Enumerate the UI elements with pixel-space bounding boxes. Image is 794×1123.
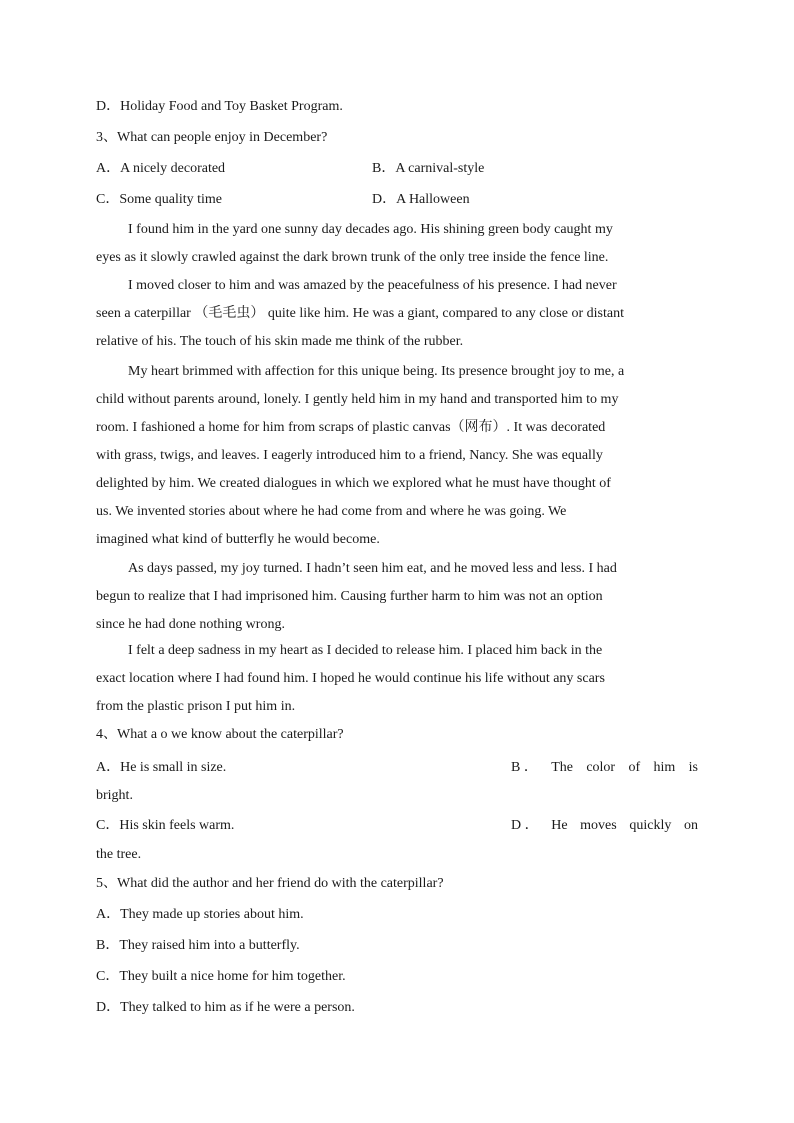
- passage-line: As days passed, my joy turned. I hadn’t seen him eat, and he moved less and less. I had: [128, 561, 617, 576]
- option-word: him: [653, 760, 676, 775]
- passage-line: I felt a deep sadness in my heart as I decided to release him. I placed him back in the: [128, 643, 603, 658]
- option-word: The: [551, 760, 573, 775]
- q4-option-b-continued: bright.: [96, 788, 133, 803]
- option-label: D ．: [511, 818, 539, 833]
- q4-option-d: [511, 817, 698, 835]
- option-word: He: [551, 818, 568, 833]
- passage-line: imagined what kind of butterfly he would become.: [96, 532, 380, 547]
- q3-option-c: C．Some quality time: [96, 192, 222, 207]
- q4-option-c: C．His skin feels warm.: [96, 818, 235, 833]
- passage-paragraph-5: [96, 637, 698, 721]
- passage-line: since he had done nothing wrong.: [96, 617, 285, 632]
- passage-line: I found him in the yard one sunny day decades ago. His shining green body caught my: [128, 222, 613, 237]
- q3-option-b: B．A carnival-style: [372, 161, 485, 176]
- q5-option-b: B．They raised him into a butterfly.: [96, 938, 300, 953]
- passage-line: child without parents around, lonely. I gently held him in my hand and transported him to my: [96, 392, 619, 407]
- passage-line: delighted by him. We created dialogues in which we explored what he must have thought of: [96, 476, 611, 491]
- passage-paragraph-3: [96, 358, 698, 554]
- passage-line: eyes as it slowly crawled against the dark brown trunk of the only tree inside the fence line.: [96, 250, 609, 265]
- q4-question: 4、What a o we know about the caterpillar?: [96, 727, 344, 742]
- option-word: quickly: [629, 818, 672, 833]
- option-label: B ．: [511, 760, 538, 775]
- q5-option-d: D．They talked to him as if he were a person.: [96, 1000, 355, 1015]
- passage-line: I moved closer to him and was amazed by the peacefulness of his presence. I had never: [128, 278, 617, 293]
- q3-option-d: D．A Halloween: [372, 192, 470, 207]
- option-word: on: [683, 818, 698, 833]
- passage-line: with grass, twigs, and leaves. I eagerly introduced him to a friend, Nancy. She was equally: [96, 448, 603, 463]
- passage-line: seen a caterpillar （毛毛虫） quite like him. He was a giant, compared to any close or distant: [96, 306, 624, 321]
- option-word: color: [586, 760, 616, 775]
- passage-line: exact location where I had found him. I hoped he would continue his life without any scars: [96, 671, 605, 686]
- option-word: moves: [580, 818, 617, 833]
- q4-option-a: A．He is small in size.: [96, 760, 227, 775]
- q5-option-c: C．They built a nice home for him together.: [96, 969, 346, 984]
- q5-question: 5、What did the author and her friend do with the caterpillar?: [96, 876, 444, 891]
- passage-paragraph-1: [96, 216, 698, 272]
- q3-option-a: A．A nicely decorated: [96, 161, 226, 176]
- q2-option-d: D．Holiday Food and Toy Basket Program.: [96, 99, 343, 114]
- passage-line: from the plastic prison I put him in.: [96, 699, 296, 714]
- passage-line: My heart brimmed with affection for this unique being. Its presence brought joy to me, a: [128, 364, 625, 379]
- passage-paragraph-2: [96, 272, 698, 356]
- passage-line: begun to realize that I had imprisoned him. Causing further harm to him was not an option: [96, 589, 603, 604]
- option-word: of: [628, 760, 641, 775]
- passage-line: us. We invented stories about where he had come from and where he was going. We: [96, 504, 567, 519]
- q4-option-b: [511, 759, 698, 777]
- passage-line: relative of his. The touch of his skin made me think of the rubber.: [96, 334, 464, 349]
- q4-option-d-continued: the tree.: [96, 847, 142, 862]
- option-word: is: [688, 760, 698, 775]
- passage-paragraph-4: [96, 555, 698, 639]
- passage-line: room. I fashioned a home for him from scraps of plastic canvas（网布）. It was decorated: [96, 420, 606, 435]
- q5-option-a: A．They made up stories about him.: [96, 907, 304, 922]
- q3-question: 3、What can people enjoy in December?: [96, 130, 328, 145]
